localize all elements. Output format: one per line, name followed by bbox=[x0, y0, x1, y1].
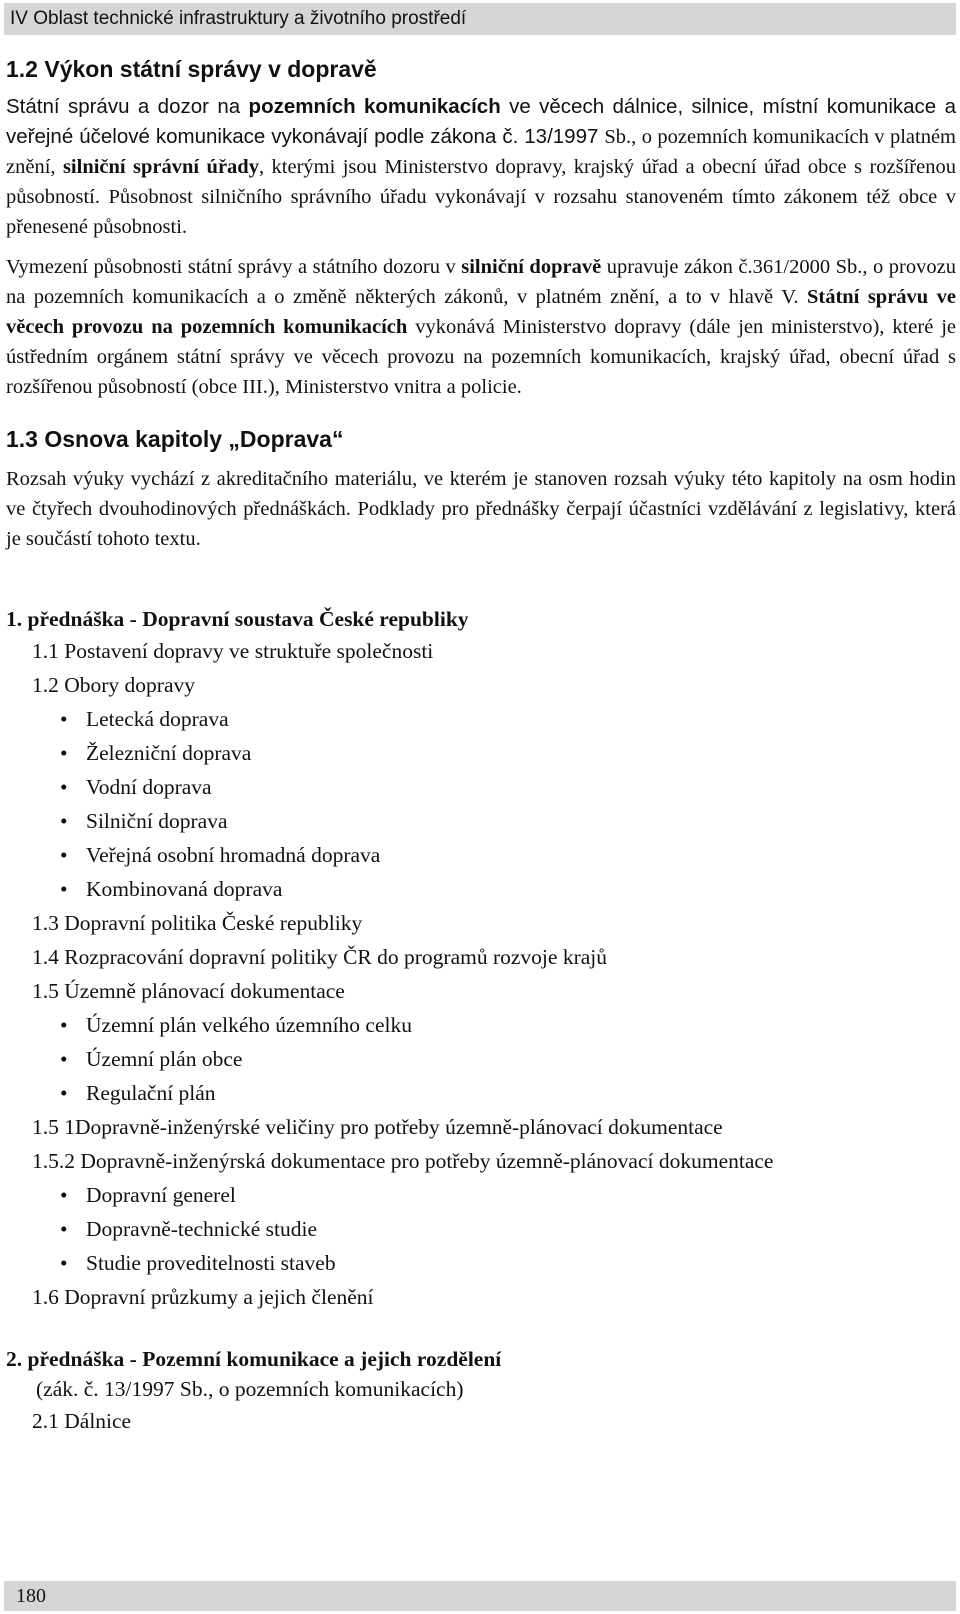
bullet-icon: • bbox=[60, 1217, 68, 1241]
list-item: • Kombinovaná doprava bbox=[6, 872, 956, 906]
section-heading-1-2: 1.2 Výkon státní správy v dopravě bbox=[6, 56, 377, 82]
list-item: • Železniční doprava bbox=[6, 736, 956, 770]
list-item: • Dopravně-technické studie bbox=[6, 1212, 956, 1246]
page-footer bbox=[4, 1581, 956, 1611]
outline-item-1-1: 1.1 Postavení dopravy ve struktuře společnosti bbox=[32, 639, 434, 663]
running-header bbox=[4, 3, 956, 35]
outline-item-1-3: 1.3 Dopravní politika České republiky bbox=[32, 911, 363, 935]
section-heading-1-3: 1.3 Osnova kapitoly „Doprava“ bbox=[6, 426, 344, 452]
outline-item-2-1: 2.1 Dálnice bbox=[32, 1409, 132, 1433]
list-item: • Vodní doprava bbox=[6, 770, 956, 804]
list-item: • Dopravní generel bbox=[6, 1178, 956, 1212]
paragraph-1-3: Rozsah výuky vychází z akreditačního materiálu, ve kterém je stanoven rozsah výuky této kapitoly na osm hodin ve čtyřech dvouhodinových přednáškách. Podklady pro přednášky čerpají účastníci vzdělávání z legislativy, která je součástí tohoto textu. bbox=[6, 468, 956, 550]
bullet-icon: • bbox=[60, 1047, 68, 1071]
list-item: • Letecká doprava bbox=[6, 702, 956, 736]
bullet-icon: • bbox=[60, 775, 68, 799]
bullet-icon: • bbox=[60, 1183, 68, 1207]
bullet-icon: • bbox=[60, 1013, 68, 1037]
list-item: • Veřejná osobní hromadná doprava bbox=[6, 838, 956, 872]
list-item: • Silniční doprava bbox=[6, 804, 956, 838]
bullet-icon: • bbox=[60, 1081, 68, 1105]
page-number: 180 bbox=[16, 1585, 46, 1607]
list-item: • Územní plán velkého územního celku bbox=[6, 1008, 956, 1042]
paragraph-1-2-b: Vymezení působnosti státní správy a státního dozoru v silniční dopravě upravuje zákon č.361/2000 Sb., o provozu na pozemních komunikacích a o změně některých zákonů, v platném znění, a to v hlavě V. Státní správu ve věcech provozu na pozemních komunikacích vykonává Ministerstvo dopravy (dále jen ministerstvo), které je ústředním orgánem státní správy ve věcech provozu na pozemních komunikacích, krajský úřad, obecní úřad s rozšířenou působností (obce III.), Ministerstvo vnitra a policie. bbox=[6, 256, 956, 398]
bullet-icon: • bbox=[60, 809, 68, 833]
outline-item-1-4: 1.4 Rozpracování dopravní politiky ČR do programů rozvoje krajů bbox=[32, 945, 607, 969]
bullet-icon: • bbox=[60, 741, 68, 765]
outline-item-1-2: 1.2 Obory dopravy bbox=[32, 673, 196, 697]
lecture-1-title: 1. přednáška - Dopravní soustava České republiky bbox=[6, 607, 469, 631]
outline-item-1-5: 1.5 Územně plánovací dokumentace bbox=[32, 979, 345, 1003]
bullet-icon: • bbox=[60, 877, 68, 901]
bullet-icon: • bbox=[60, 707, 68, 731]
lecture-2-title: 2. přednáška - Pozemní komunikace a jejich rozdělení bbox=[6, 1347, 502, 1371]
outline-item-1-5-1: 1.5 1Dopravně-inženýrské veličiny pro potřeby územně-plánovací dokumentace bbox=[32, 1115, 723, 1139]
lecture-2-subtitle: (zák. č. 13/1997 Sb., o pozemních komunikacích) bbox=[36, 1377, 464, 1401]
list-item: • Regulační plán bbox=[6, 1076, 956, 1110]
page-content bbox=[6, 54, 956, 1438]
list-item: • Územní plán obce bbox=[6, 1042, 956, 1076]
outline-item-1-6: 1.6 Dopravní průzkumy a jejich členění bbox=[32, 1285, 374, 1309]
list-item: • Studie proveditelnosti staveb bbox=[6, 1246, 956, 1280]
running-header-title: IV Oblast technické infrastruktury a životního prostředí bbox=[10, 8, 467, 29]
paragraph-1-2-a: Státní správu a dozor na pozemních komunikacích ve věcech dálnice, silnice, místní komunikace a veřejné účelové komunikace vykonávají podle zákona č. 13/1997 Sb., o pozemních komunikacích v platném znění, silniční správní úřady, kterými jsou Ministerstvo dopravy, krajský úřad a obecní úřad obce s rozšířenou působností. Působnost silničního správního úřadu vykonávají v rozsahu stanoveném tímto zákonem též obce v přenesené působnosti. bbox=[6, 95, 957, 238]
bullet-icon: • bbox=[60, 843, 68, 867]
outline-item-1-5-2: 1.5.2 Dopravně-inženýrská dokumentace pro potřeby územně-plánovací dokumentace bbox=[32, 1149, 774, 1173]
bullet-icon: • bbox=[60, 1251, 68, 1275]
